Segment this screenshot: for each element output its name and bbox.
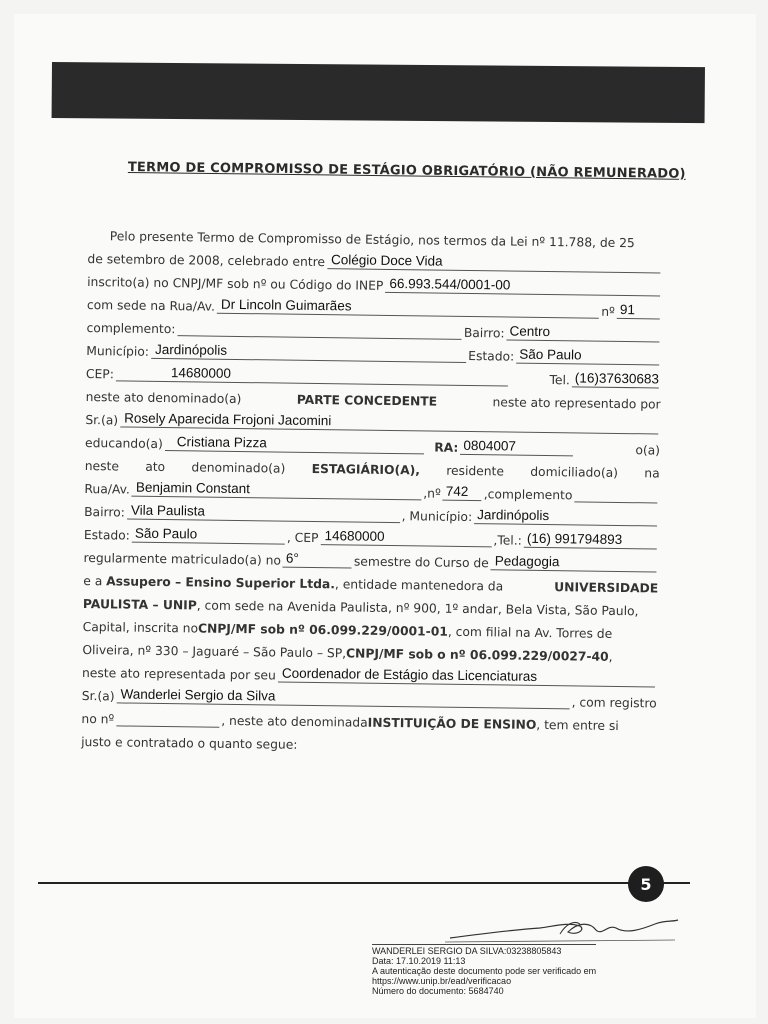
estagiario-text-c: denominado(a): [191, 460, 286, 476]
tel-ddd: 16: [579, 370, 595, 386]
document-title: TERMO DE COMPROMISSO DE ESTÁGIO OBRIGATÓRIO (NÃO REMUNERADO): [127, 160, 686, 182]
municipio-field[interactable]: Jardinópolis: [151, 342, 466, 363]
cep-field[interactable]: 14680000: [116, 364, 508, 386]
municipio2-field[interactable]: Jardinópolis: [474, 507, 657, 526]
estado-field[interactable]: São Paulo: [516, 347, 659, 366]
no3-label: no nº: [81, 711, 115, 727]
representante-field[interactable]: Rosely Aparecida Frojoni Jacomini: [120, 410, 658, 434]
matric-label: regularmente matriculado(a) no: [83, 550, 282, 568]
municipio2-label: , Município:: [401, 509, 473, 525]
tel2-label: ,Tel.:: [493, 533, 522, 548]
bairro2-field[interactable]: Vila Paulista: [127, 503, 400, 524]
complemento-label: complemento:: [86, 320, 176, 337]
rep-seu-label: neste ato representada por seu: [81, 665, 276, 683]
filial-comma: ,: [608, 649, 613, 664]
tel2-field[interactable]: (16) 991794893: [524, 531, 657, 550]
address-field[interactable]: Dr Lincoln Guimarães: [217, 297, 600, 319]
unip-cnpj: CNPJ/MF sob nº 06.099.229/0001-01: [197, 621, 448, 639]
inscrito-label: inscrito(a) no CNPJ/MF sob nº ou Código do INEP: [87, 274, 384, 293]
ra-field[interactable]: 0804007: [460, 438, 573, 456]
oa-text: o(a): [635, 443, 661, 458]
signature-image: [440, 912, 680, 946]
tel-number: 37630683: [598, 370, 660, 387]
bairro-field[interactable]: Centro: [506, 323, 659, 342]
contratado-text: justo e contratado o quanto segue:: [81, 734, 298, 752]
digital-signature-stamp: [372, 944, 596, 996]
tel2-ddd: 16: [531, 530, 547, 547]
stamp-url[interactable]: https://www.unip.br/ead/verificacao: [372, 976, 512, 986]
rua-field[interactable]: Benjamin Constant: [132, 480, 422, 501]
stamp-note: A autenticação deste documento pode ser verificado em: [372, 966, 597, 976]
educando-field[interactable]: Cristiana Pizza: [165, 434, 425, 454]
instituicao-text-c: , tem entre si: [536, 717, 619, 733]
unip-address: , com sede na Avenida Paulista, nº 900, 1º andar, Bela Vista, São Paulo,: [196, 598, 639, 619]
estagiario-text-a: neste: [84, 458, 120, 474]
redaction-bar: [52, 62, 705, 123]
tel-label: Tel.: [549, 373, 570, 388]
mantenedora-desc: , entidade mantenedora da: [334, 577, 504, 594]
sr-label: Sr.(a): [85, 412, 119, 428]
unip-name: PAULISTA – UNIP: [82, 596, 197, 613]
cep2-field[interactable]: 14680000: [320, 528, 491, 547]
tel2-number: 991794893: [554, 531, 623, 548]
stamp-date: Data: 17.10.2019 11:13: [372, 956, 466, 966]
estado2-field[interactable]: São Paulo: [132, 526, 285, 545]
filial-cnpj: CNPJ/MF sob o nº 06.099.229/0027-40: [345, 646, 609, 664]
e-a-text: e a: [83, 573, 107, 589]
residente-text: residente: [446, 463, 505, 479]
filial-address: Oliveira, nº 330 – Jaguaré – São Paulo – SP,: [82, 642, 347, 661]
semestre-label: semestre do Curso de: [353, 554, 489, 571]
representado-text: neste ato representado por: [492, 395, 661, 412]
bairro2-label: Bairro:: [84, 504, 125, 520]
ra-label: RA:: [434, 440, 459, 455]
registro-field[interactable]: [116, 709, 219, 727]
document-body: [81, 220, 663, 756]
municipio-label: Município:: [86, 343, 150, 359]
complemento2-field[interactable]: [574, 485, 657, 503]
sede-label: com sede na Rua/Av.: [86, 297, 216, 314]
estado2-label: Estado:: [83, 527, 130, 543]
cnpj-field[interactable]: 66.993.544/0001-00: [385, 276, 660, 297]
intro-text-2: de setembro de 2008, celebrado entre: [87, 251, 326, 270]
curso-field[interactable]: Pedagogia: [491, 553, 657, 572]
cep2-label: , CEP: [286, 530, 319, 546]
complemento2-label: ,complemento: [483, 487, 573, 503]
cargo-field[interactable]: Coordenador de Estágio das Licenciaturas: [278, 666, 655, 688]
numero-label: nº: [601, 304, 615, 319]
neste-text: neste ato denominado(a): [85, 389, 242, 407]
educando-label: educando(a): [84, 435, 163, 451]
registro-label: , com registro: [571, 695, 657, 711]
estado-label: Estado:: [468, 348, 515, 364]
domiciliado-text: domiciliado(a): [530, 464, 619, 480]
concedente-field[interactable]: Colégio Doce Vida: [327, 252, 661, 273]
filial-text: , com filial na Av. Torres de: [447, 624, 613, 641]
rua-label: Rua/Av.: [84, 481, 130, 497]
capital-text: Capital, inscrita no: [82, 619, 199, 636]
stamp-signer: WANDERLEI SERGIO DA SILVA:03238805843: [372, 944, 596, 956]
bairro-label: Bairro:: [463, 325, 505, 341]
assupero-name: Assupero – Ensino Superior Ltda.: [106, 574, 336, 592]
na-text: na: [644, 466, 660, 481]
cep-label: CEP:: [85, 366, 114, 382]
numero-field[interactable]: 91: [617, 302, 660, 320]
instituicao-text-a: , neste ato denominada: [221, 713, 368, 730]
tel-ddd-field[interactable]: (16)37630683: [572, 370, 659, 388]
coordenador-field[interactable]: Wanderlei Sergio da Silva: [116, 686, 569, 709]
parte-concedente: PARTE CONCEDENTE: [296, 392, 438, 409]
estagiario-text-b: ato: [145, 459, 166, 475]
footer-rule: [38, 882, 690, 884]
instituicao-label: INSTITUIÇÃO DE ENSINO: [367, 715, 537, 732]
intro-text: Pelo presente Termo de Compromisso de Estágio, nos termos da Lei nº 11.788, de 25: [109, 229, 635, 251]
semestre-field[interactable]: 6°: [283, 551, 352, 569]
stamp-doc-number: Número do documento: 5684740: [372, 986, 504, 996]
page-number: 5: [628, 866, 664, 902]
sr2-label: Sr.(a): [81, 688, 115, 704]
estagiario-label: ESTAGIÁRIO(A),: [311, 461, 421, 478]
universidade-label: UNIVERSIDADE: [554, 580, 659, 596]
numero2-field[interactable]: 742: [443, 484, 482, 502]
numero2-label: ,nº: [423, 486, 441, 501]
